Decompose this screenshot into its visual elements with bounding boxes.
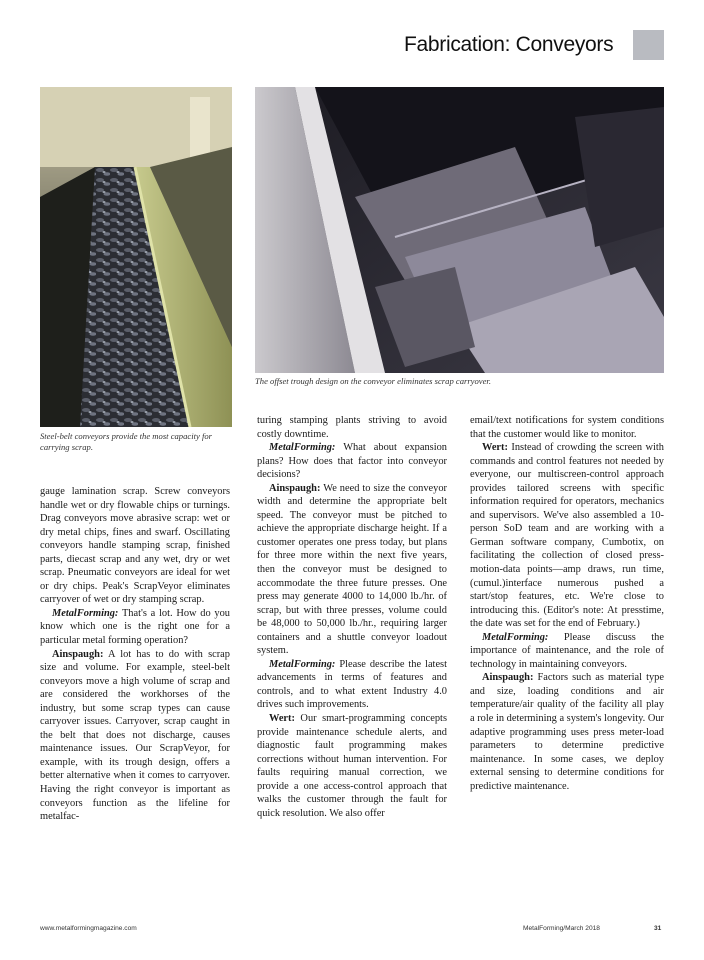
speaker-label: MetalForming: bbox=[52, 607, 119, 619]
speaker-label: Ainspaugh: bbox=[482, 672, 534, 684]
paragraph: MetalForming: Please describe the latest advancements in terms of features and controls, and to what extent Industry 4.0 drives such improvements. bbox=[257, 658, 447, 711]
footer-url[interactable]: www.metalformingmagazine.com bbox=[40, 925, 137, 932]
paragraph: MetalForming: That's a lot. How do you know which one is the right one for a particular metal forming operation? bbox=[40, 607, 230, 647]
page-number: 31 bbox=[654, 925, 662, 932]
speaker-label: MetalForming: bbox=[482, 631, 549, 643]
section-title: Fabrication: Conveyors bbox=[404, 33, 614, 56]
left-photo-caption: Steel-belt conveyors provide the most capacity for carrying scrap. bbox=[40, 431, 212, 452]
paragraph: MetalForming: Please discuss the importance of maintenance, and the role of technology in maintaining conveyors. bbox=[470, 631, 664, 670]
paragraph: Ainspaugh: A lot has to do with scrap size and volume. For example, steel-belt conveyors move a high volume of scrap and are considered the workhorses of the industry, but some scrap types can cause carryover issues. Carryover, scrap caught in the belt that does not discharge, causes maintenance issues. Our ScrapVeyor, for example, with its trough design, offers a better alternative when it comes to carryover. Having the right conveyor is important as conveyors function as the lifeline for metalfac- bbox=[40, 648, 230, 823]
speaker-label: Ainspaugh: bbox=[52, 648, 104, 660]
article-column-3 bbox=[470, 414, 664, 906]
speaker-label: Wert: bbox=[269, 713, 295, 725]
speaker-label: MetalForming: bbox=[269, 658, 336, 670]
section-tab-marker bbox=[633, 30, 664, 60]
speaker-label: Ainspaugh: bbox=[269, 482, 321, 494]
section-header bbox=[398, 30, 664, 60]
steel-belt-conveyor-photo bbox=[40, 87, 232, 427]
offset-trough-conveyor-photo bbox=[255, 87, 664, 373]
article-column-2 bbox=[257, 414, 447, 906]
paragraph: turing stamping plants striving to avoid costly downtime. bbox=[257, 415, 447, 440]
footer-issue: MetalForming/March 2018 bbox=[523, 925, 600, 932]
paragraph: Wert: Our smart-programming concepts provide maintenance schedule alerts, and diagnostic fault programming makes corrections without human intervention. For faults requiring manual correction, we provide a one access-control approach that walks the customer through the fault for quick resolution. We also offer bbox=[257, 713, 447, 819]
paragraph: email/text notifications for system conditions that the customer would like to monitor. bbox=[470, 415, 664, 440]
speaker-label: Wert: bbox=[482, 442, 508, 454]
paragraph: Ainspaugh: Factors such as material type and size, loading conditions and air temperature/air quality of the facility all play a role in determining a system's longevity. Our adaptive programming uses press meter-load parameters to determine predictive maintenance. In some cases, we deploy external sensing to determine conditions for predictive maintenance. bbox=[470, 672, 664, 792]
paragraph: Ainspaugh: We need to size the conveyor width and determine the appropriate belt speed. The conveyor must be pitched to achieve the appropriate discharge height. If a customer operates one press today, but plans for three more within the next five years, then the conveyor must be designed to accommodate the three future presses. One press may generate 4000 to 14,000 lb./hr. of scrap, but with three presses, volume could be 48,000 to 50,000 lb./hr., requiring larger containers and a shuttle conveyor loadout system. bbox=[257, 482, 447, 657]
paragraph: MetalForming: What about expansion plans? How does that factor into conveyor decisions? bbox=[257, 442, 447, 481]
article-column-1 bbox=[40, 485, 230, 905]
speaker-label: MetalForming: bbox=[269, 442, 336, 454]
paragraph: gauge lamination scrap. Screw conveyors handle wet or dry flowable chips or turnings. Drag conveyors move abrasive scrap: wet or dry metal chips, fines and swarf. Oscillating conveyors handle stamping scrap, finished parts, diecast scrap and any wet, dry or wet scrap. Pneumatic conveyors are ideal for wet or dry chips. Peak's ScrapVeyor eliminates carryover of wet or dry stamping scrap. bbox=[40, 486, 230, 606]
paragraph: Wert: Instead of crowding the screen with commands and control features not needed by everyone, our multiscreen-control approach provides tailored screens with specific information required for operators, mechanics and supervisors. We've also assembled a 10-person SoD team and are working with a German software company, Cumbotix, on facilitating the collection of closed press-motion-data points—amp draws, run time, (cumul.)interface numerous pushed a start/stop features, etc. We're close to introducing this. (Editor's note: At presstime, the date was set for the end of February.) bbox=[470, 442, 664, 630]
right-photo-caption: The offset trough design on the conveyor eliminates scrap carryover. bbox=[255, 376, 491, 386]
